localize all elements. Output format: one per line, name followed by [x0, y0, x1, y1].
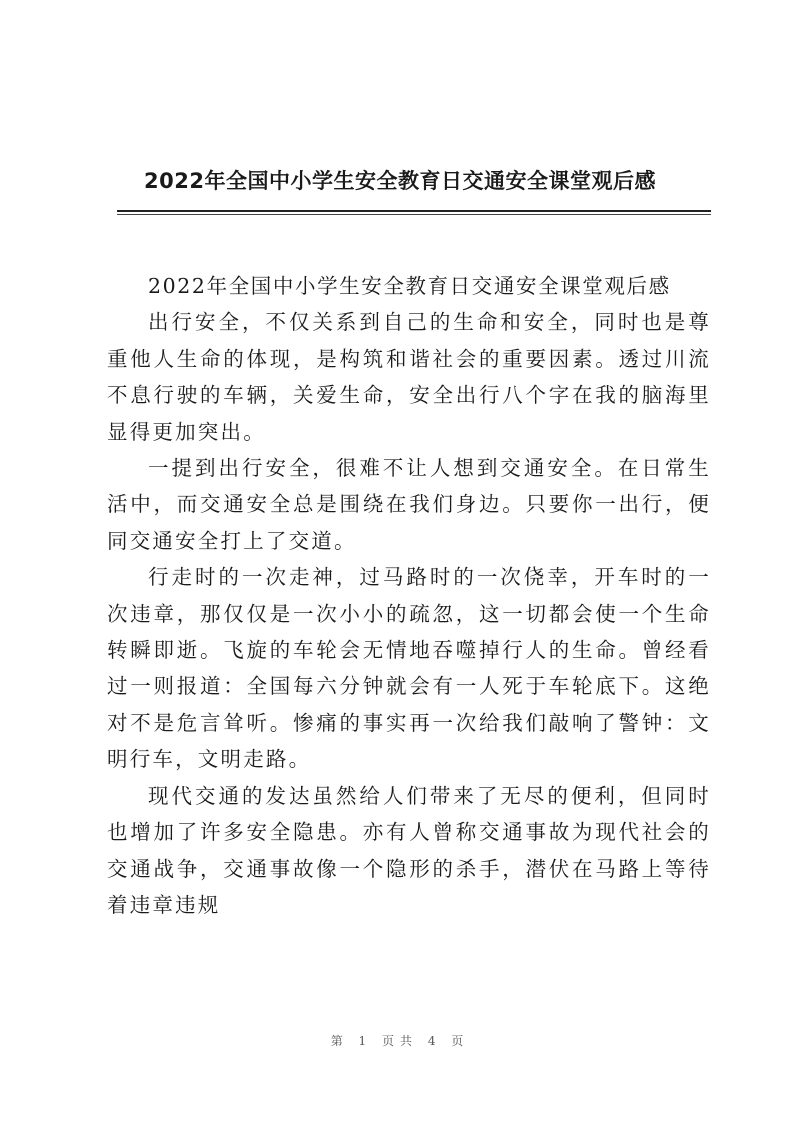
paragraph: 一提到出行安全，很难不让人想到交通安全。在日常生活中，而交通安全总是围绕在我们身边。只要你一出行，便同交通安全打上了交道。: [107, 456, 711, 553]
paragraph: 现代交通的发达虽然给人们带来了无尽的便利，但同时也增加了许多安全隐患。亦有人曾称交通事故为现代社会的交通战争，交通事故像一个隐形的杀手，潜伏在马路上等待着违章违规: [107, 783, 711, 917]
paragraph: 出行安全，不仅关系到自己的生命和安全，同时也是尊重他人生命的体现，是构筑和谐社会的重要因素。透过川流不息行驶的车辆，关爱生命，安全出行八个字在我的脑海里显得更加突出。: [107, 310, 711, 444]
paragraph-heading: 2022年全国中小学生安全教育日交通安全课堂观后感: [148, 274, 671, 298]
paragraph: 行走时的一次走神，过马路时的一次侥幸，开车时的一次违章，那仅仅是一次小小的疏忽，这一切都会使一个生命转瞬即逝。飞旋的车轮会无情地吞噬掉行人的生命。曾经看过一则报道：全国每六分钟就会有一人死于车轮底下。这绝对不是危言耸听。惨痛的事实再一次给我们敲响了警钟：文明行车，文明走路。: [107, 565, 711, 772]
page-number: 第 1 页共 4 页: [330, 1034, 470, 1048]
page-title: 2022年全国中小学生安全教育日交通安全课堂观后感: [144, 169, 656, 193]
document-body: [107, 268, 711, 923]
page-footer: [0, 1032, 800, 1049]
title-divider: [117, 210, 711, 212]
title-divider-thin: [117, 214, 711, 215]
